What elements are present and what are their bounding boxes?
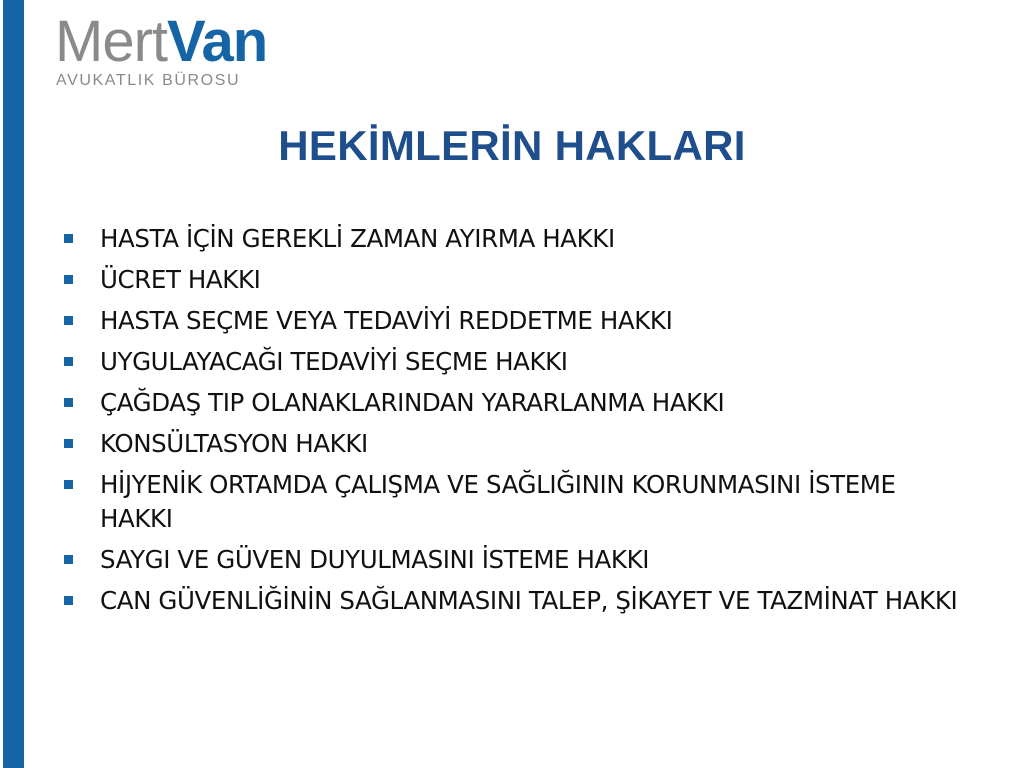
list-item-text: SAYGI VE GÜVEN DUYULMASINI İSTEME HAKKI — [100, 545, 650, 574]
list-item-text: UYGULAYACAĞI TEDAVİYİ SEÇME HAKKI — [100, 347, 568, 376]
list-item-text: KONSÜLTASYON HAKKI — [100, 429, 368, 458]
square-bullet-icon — [64, 596, 73, 605]
square-bullet-icon — [64, 439, 73, 448]
square-bullet-icon — [64, 480, 73, 489]
square-bullet-icon — [64, 234, 73, 243]
logo-word-van: Van — [167, 9, 268, 74]
list-item — [62, 386, 962, 420]
list-item-text: CAN GÜVENLİĞİNİN SAĞLANMASINI TALEP, ŞİKAYET VE TAZMİNAT HAKKI — [100, 586, 958, 615]
logo-wordmark — [55, 10, 267, 74]
square-bullet-icon — [64, 316, 73, 325]
list-item-text: HASTA SEÇME VEYA TEDAVİYİ REDDETME HAKKI — [100, 306, 673, 335]
list-item — [62, 222, 962, 256]
rights-list — [62, 222, 962, 625]
list-item-text: ÜCRET HAKKI — [100, 265, 261, 294]
square-bullet-icon — [64, 275, 73, 284]
square-bullet-icon — [64, 398, 73, 407]
list-item-text: HASTA İÇİN GEREKLİ ZAMAN AYIRMA HAKKI — [100, 224, 615, 253]
logo-word-mert: Mert — [55, 9, 167, 74]
slide-title: HEKİMLERİN HAKLARI — [278, 122, 746, 169]
list-item-text: HİJYENİK ORTAMDA ÇALIŞMA VE SAĞLIĞININ KORUNMASINI İSTEME HAKKI — [100, 470, 896, 533]
list-item — [62, 345, 962, 379]
square-bullet-icon — [64, 555, 73, 564]
square-bullet-icon — [64, 357, 73, 366]
list-item — [62, 304, 962, 338]
list-item — [62, 584, 962, 618]
list-item — [62, 468, 962, 536]
list-item — [62, 263, 962, 297]
list-item — [62, 427, 962, 461]
list-item — [62, 543, 962, 577]
left-accent-bar — [3, 0, 24, 768]
list-item-text: ÇAĞDAŞ TIP OLANAKLARINDAN YARARLANMA HAKKI — [100, 388, 725, 417]
logo-subtitle: AVUKATLIK BÜROSU — [56, 72, 241, 89]
